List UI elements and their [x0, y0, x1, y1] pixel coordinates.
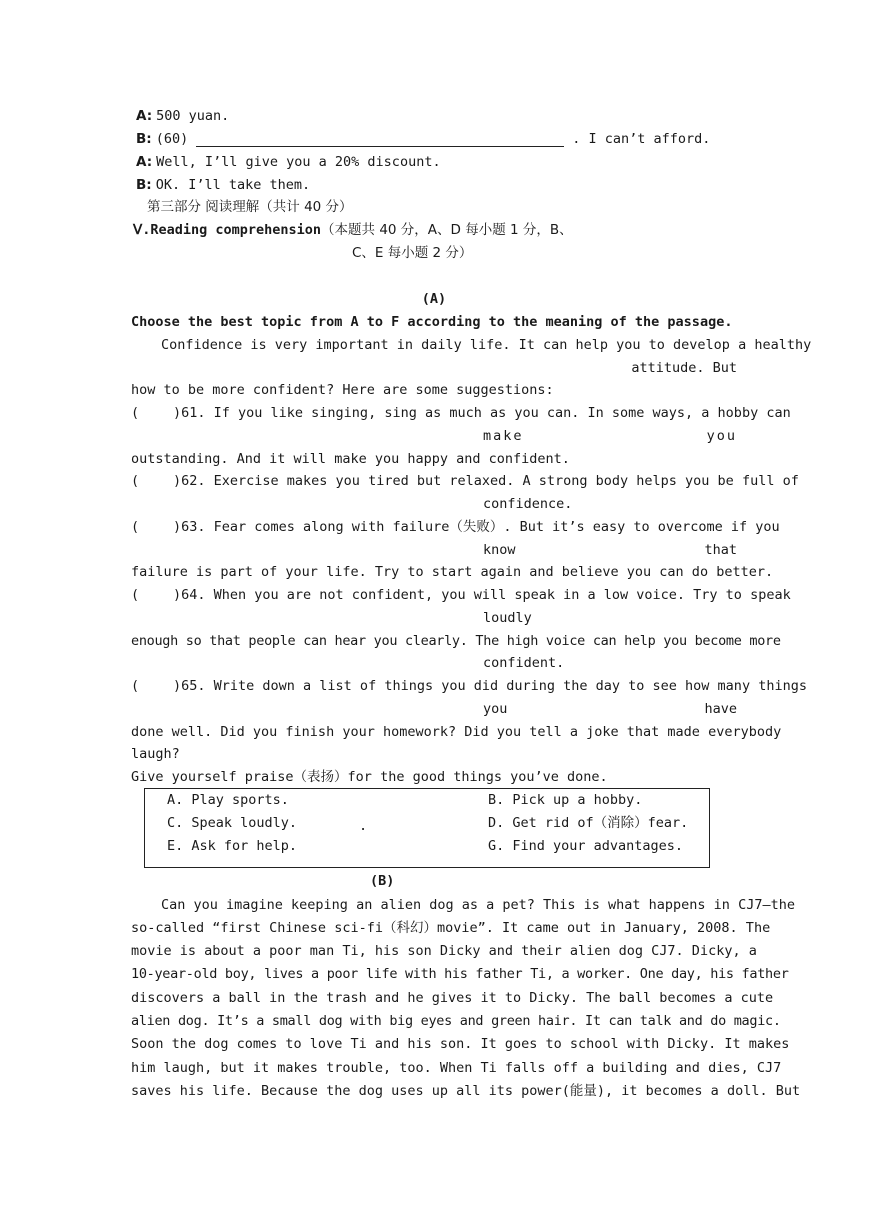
paragraph-line: confidence. [483, 496, 573, 512]
question-text: )65. Write down a list of things you did during the day to see how many things [173, 678, 807, 694]
section-note: （本题共 40 分，A、D 每小题 1 分，B、 [321, 222, 573, 238]
option-g: G. Find your advantages. [488, 838, 684, 854]
speaker-label: B: [136, 131, 152, 147]
passage-label: (A) [421, 291, 447, 307]
paragraph-line: enough so that people can hear you clearly. The high voice can help you become more [131, 633, 781, 649]
question-text: )63. Fear comes along with failure（失败）. But it’s easy to overcome if you [173, 519, 780, 535]
paragraph-line: loudly [483, 610, 532, 626]
option-c: C. Speak loudly. [167, 815, 298, 831]
speaker-label: B: [136, 177, 152, 193]
dialogue-text: Well, I’ll give you a 20% discount. [156, 154, 441, 170]
section-title: Ⅴ.Reading comprehension [133, 222, 322, 238]
question-62 [131, 470, 799, 492]
dialogue-text: . I can’t afford. [572, 131, 711, 147]
question-64 [131, 584, 791, 606]
question-61 [131, 402, 791, 424]
question-text: )62. Exercise makes you tired but relaxed. A strong body helps you be full of [173, 473, 799, 489]
dialogue-line [136, 105, 742, 127]
question-63 [131, 516, 780, 538]
speaker-label: A: [136, 154, 153, 170]
paragraph-line: Confidence is very important in daily life. It can help you to develop a healthy [161, 337, 812, 353]
dialogue-line [136, 174, 742, 196]
dialogue-line [136, 128, 742, 150]
speaker-label: A: [136, 108, 153, 124]
stray-dot: . [359, 818, 368, 834]
option-a: A. Play sports. [167, 792, 289, 808]
dialogue-text: OK. I’ll take them. [155, 177, 311, 193]
paragraph-line: alien dog. It’s a small dog with big eyes and green hair. It can talk and do magic. [131, 1013, 781, 1029]
paragraph-line: him laugh, but it makes trouble, too. When Ti falls off a building and dies, CJ7 [131, 1060, 782, 1076]
paragraph-line: movie is about a poor man Ti, his son Dicky and their alien dog CJ7. Dicky, a [131, 943, 757, 959]
paragraph-line: done well. Did you finish your homework? Did you tell a joke that made everybody [131, 724, 782, 740]
answer-bracket[interactable]: ( [131, 405, 164, 421]
paragraph-line: saves his life. Because the dog uses up all its power(能量), it becomes a doll. But [131, 1083, 801, 1099]
paragraph-line: discovers a ball in the trash and he gives it to Dicky. The ball becomes a cute [131, 990, 774, 1006]
answer-bracket[interactable]: ( [131, 519, 164, 535]
answer-blank[interactable] [196, 132, 564, 147]
paragraph-line: make you [483, 428, 737, 444]
answer-bracket[interactable]: ( [131, 678, 164, 694]
paragraph-line: outstanding. And it will make you happy and confident. [131, 451, 570, 467]
option-b: B. Pick up a hobby. [488, 792, 643, 808]
dialogue-text: 500 yuan. [156, 108, 230, 124]
paragraph-line: Can you imagine keeping an alien dog as a pet? This is what happens in CJ7—the [161, 897, 795, 913]
option-e: E. Ask for help. [167, 838, 298, 854]
paragraph-line: failure is part of your life. Try to start again and believe you can do better. [131, 564, 774, 580]
section-heading [133, 219, 739, 241]
dialogue-line [136, 151, 742, 173]
option-d: D. Get rid of（消除）fear. [488, 815, 689, 831]
question-65 [131, 675, 807, 697]
paragraph-line: confident. [483, 655, 565, 671]
passage-label: (B) [370, 873, 395, 889]
paragraph-line: know that [483, 542, 737, 558]
paragraph-line: Give yourself praise（表扬）for the good things you’ve done. [131, 769, 608, 785]
part-heading: 第三部分 阅读理解（共计 40 分） [147, 199, 353, 215]
options-box [144, 788, 710, 868]
answer-bracket[interactable]: ( [131, 473, 164, 489]
question-text: )61. If you like singing, sing as much as you can. In some ways, a hobby can [173, 405, 791, 421]
section-note-continued: C、E 每小题 2 分） [352, 245, 473, 261]
paragraph-line: so-called “first Chinese sci-fi（科幻）movie”. It came out in January, 2008. The [131, 920, 771, 936]
answer-bracket[interactable]: ( [131, 587, 164, 603]
paragraph-line: Soon the dog comes to love Ti and his son. It goes to school with Dicky. It makes [131, 1036, 790, 1052]
paragraph-line: you have [483, 701, 737, 717]
question-number: (60) [155, 131, 189, 147]
paragraph-line: attitude. But [631, 360, 737, 376]
paragraph-line: laugh? [131, 746, 180, 762]
paragraph-line: 10-year-old boy, lives a poor life with his father Ti, a worker. One day, his father [131, 966, 789, 982]
instruction: Choose the best topic from A to F according to the meaning of the passage. [131, 314, 733, 330]
question-text: )64. When you are not confident, you will speak in a low voice. Try to speak [173, 587, 791, 603]
paragraph-line: how to be more confident? Here are some suggestions: [131, 382, 554, 398]
